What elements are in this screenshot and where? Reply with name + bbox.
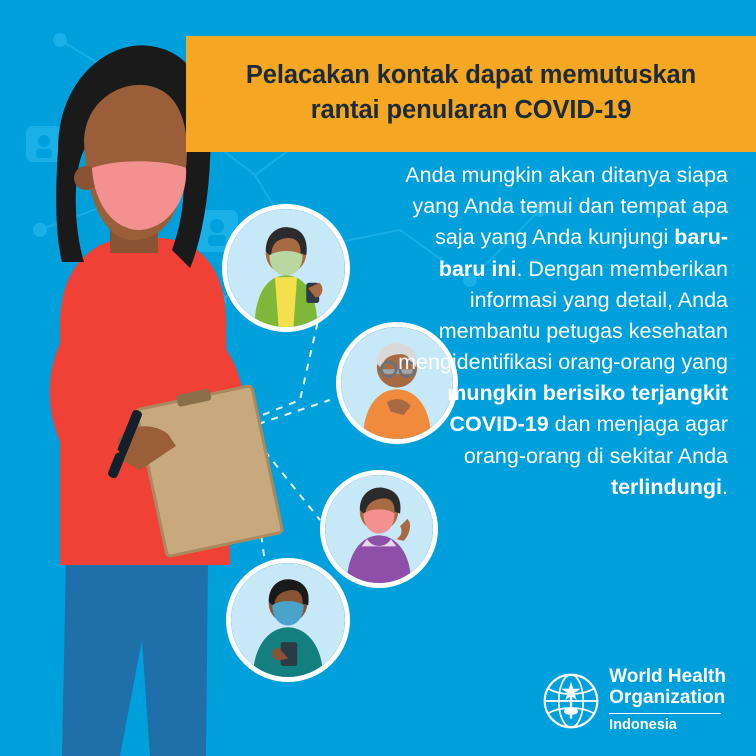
body-part-4: . <box>722 474 728 499</box>
body-part-2: . Dengan memberikan informasi yang detail, Anda membantu petugas kesehatan mengidentifikasi orang-orang yang <box>398 256 728 375</box>
who-logo <box>543 667 726 734</box>
title-line-1: Pelacakan kontak dapat memutuskan <box>245 61 697 89</box>
title-line-2: rantai penularan COVID-19 <box>310 96 632 125</box>
body-bold-3: terlindungi <box>610 474 723 499</box>
who-wordmark-line-2: Organization <box>609 686 726 708</box>
body-part-3: dan menjaga agar orang-orang di sekitar Anda <box>463 412 728 468</box>
body-part-1: Anda mungkin akan ditanya siapa yang Anda temui dan tempat apa saja yang Anda kunjungi <box>405 163 728 250</box>
man-teal-bubble <box>226 558 350 682</box>
body-paragraph <box>398 160 728 503</box>
body-bold-2: mungkin berisiko terjangkit COVID-19 <box>447 381 728 437</box>
who-emblem-icon <box>543 673 599 729</box>
who-country-label: Indonesia <box>609 713 721 734</box>
who-wordmark <box>609 667 726 734</box>
body-bold-1: baru-baru ini <box>438 225 728 281</box>
title-banner <box>186 36 756 152</box>
who-wordmark-line-1: World Health <box>609 666 726 688</box>
person-with-phone-bubble <box>222 204 350 332</box>
